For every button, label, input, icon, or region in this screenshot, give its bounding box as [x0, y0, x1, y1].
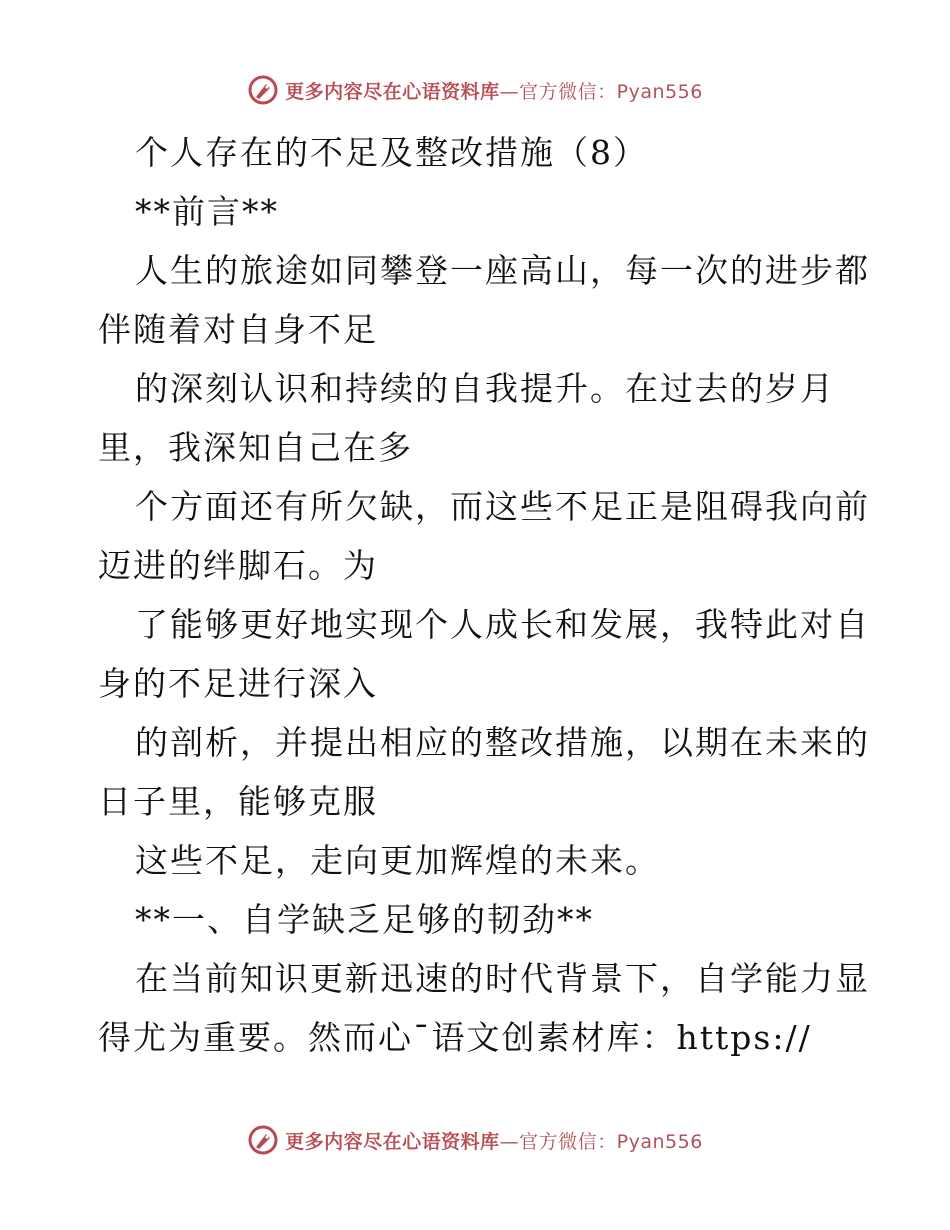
paragraph-line: 个方面还有所欠缺，而这些不足正是阻碍我向前 — [135, 487, 870, 526]
banner-text: 更多内容尽在心语资料库—官方微信：Pyan556 — [285, 1130, 703, 1153]
paragraph-line: 日子里，能够克服 — [98, 782, 378, 821]
paragraph-line: 得尤为重要。然而心¯语文创素材库：https:// — [98, 1018, 812, 1057]
header-banner — [0, 70, 950, 110]
banner-text: 更多内容尽在心语资料库—官方微信：Pyan556 — [285, 80, 703, 103]
paragraph-line: 了能够更好地实现个人成长和发展，我特此对自 — [135, 605, 870, 644]
paragraph-line: 身的不足进行深入 — [98, 664, 378, 703]
paragraph-line: 人生的旅途如同攀登一座高山，每一次的进步都 — [135, 251, 870, 290]
section-heading: **一、自学缺乏足够的韧劲** — [135, 900, 594, 939]
paragraph-line: 里，我深知自己在多 — [98, 428, 413, 467]
document-title: 个人存在的不足及整改措施（8） — [135, 133, 648, 172]
paragraph-line: 在当前知识更新迅速的时代背景下，自学能力显 — [135, 959, 870, 998]
document-body — [0, 123, 950, 1067]
paragraph-line: 伴随着对自身不足 — [98, 310, 378, 349]
paragraph-line: 的深刻认识和持续的自我提升。在过去的岁月 — [135, 369, 835, 408]
pen-nib-logo-icon — [247, 1124, 279, 1156]
pen-nib-logo-icon — [247, 74, 279, 106]
section-heading: **前言** — [135, 192, 279, 231]
paragraph-line: 的剖析，并提出相应的整改措施，以期在未来的 — [135, 723, 870, 762]
paragraph-line: 迈进的绊脚石。为 — [98, 546, 378, 585]
footer-banner — [0, 1120, 950, 1160]
paragraph-line: 这些不足，走向更加辉煌的未来。 — [135, 841, 660, 880]
